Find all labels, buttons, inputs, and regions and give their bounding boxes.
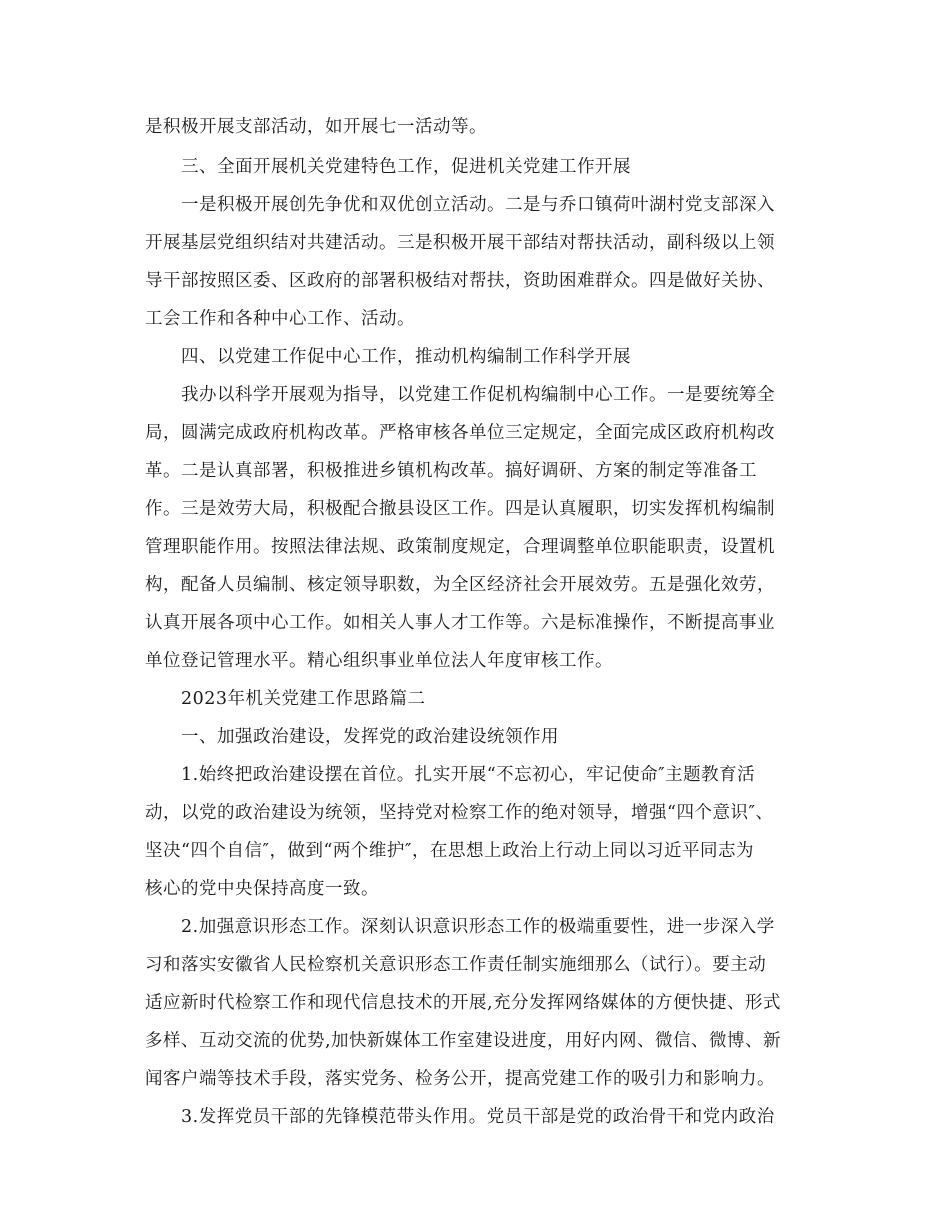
paragraph-line: 核心的党中央保持高度一致。 [145, 879, 379, 899]
paragraph-line: 导干部按照区委、区政府的部署积极结对帮扶，资助困难群众。四是做好关协、 [145, 271, 775, 291]
paragraph-line: 是积极开展支部活动，如开展七一活动等。 [145, 117, 487, 137]
paragraph-line: 单位登记管理水平。精心组织事业单位法人年度审核工作。 [145, 651, 613, 671]
paragraph-line: 适应新时代检察工作和现代信息技术的开展,充分发挥网络媒体的方便快捷、形式 [145, 993, 782, 1013]
paragraph-line: 闻客户端等技术手段，落实党务、检务公开，提高党建工作的吸引力和影响力。 [145, 1069, 775, 1089]
paragraph-line: 构，配备人员编制、核定领导职数，为全区经济社会开展效劳。五是强化效劳， [145, 575, 775, 595]
section-heading: 四、以党建工作促中心工作，推动机构编制工作科学开展 [181, 347, 631, 367]
paragraph-line: 局，圆满完成政府机构改革。严格审核各单位三定规定，全面完成区政府机构改 [145, 423, 775, 443]
paragraph-line: 我办以科学开展观为指导，以党建工作促机构编制中心工作。一是要统筹全 [181, 385, 775, 405]
paragraph-line: 认真开展各项中心工作。如相关人事人才工作等。六是标准操作，不断提高事业 [145, 613, 775, 633]
section-heading: 一、加强政治建设，发挥党的政治建设统领作用 [181, 727, 559, 747]
paragraph-line: 1.始终把政治建设摆在首位。扎实开展“不忘初心，牢记使命″主题教育活 [181, 765, 756, 785]
paragraph-line: 3.发挥党员干部的先锋模范带头作用。党员干部是党的政治骨干和党内政治 [181, 1107, 775, 1127]
paragraph-line: 一是积极开展创先争优和双优创立活动。二是与乔口镇荷叶湖村党支部深入 [181, 195, 775, 215]
paragraph-line: 坚决“四个自信″，做到“两个维护″，在思想上政治上行动上同以习近平同志为 [145, 841, 754, 861]
paragraph-line: 习和落实安徽省人民检察机关意识形态工作责任制实施细那么（试行）。要主动 [145, 955, 767, 975]
section-heading: 三、全面开展机关党建特色工作，促进机关党建工作开展 [181, 157, 631, 177]
article-title: 2023年机关党建工作思路篇二 [181, 689, 426, 709]
paragraph-line: 动，以党的政治建设为统领，坚持党对检察工作的绝对领导，增强“四个意识″、 [145, 803, 774, 823]
paragraph-line: 革。二是认真部署，积极推进乡镇机构改革。搞好调研、方案的制定等准备工 [145, 461, 757, 481]
paragraph-line: 工会工作和各种中心工作、活动。 [145, 309, 415, 329]
paragraph-line: 开展基层党组织结对共建活动。三是积极开展干部结对帮扶活动，副科级以上领 [145, 233, 775, 253]
paragraph-line: 2.加强意识形态工作。深刻认识意识形态工作的极端重要性，进一步深入学 [181, 917, 775, 937]
paragraph-line: 作。三是效劳大局，积极配合撤县设区工作。四是认真履职，切实发挥机构编制 [145, 499, 775, 519]
paragraph-line: 多样、互动交流的优势,加快新媒体工作室建设进度，用好内网、微信、微博、新 [145, 1031, 782, 1051]
paragraph-line: 管理职能作用。按照法律法规、政策制度规定，合理调整单位职能职责，设置机 [145, 537, 775, 557]
